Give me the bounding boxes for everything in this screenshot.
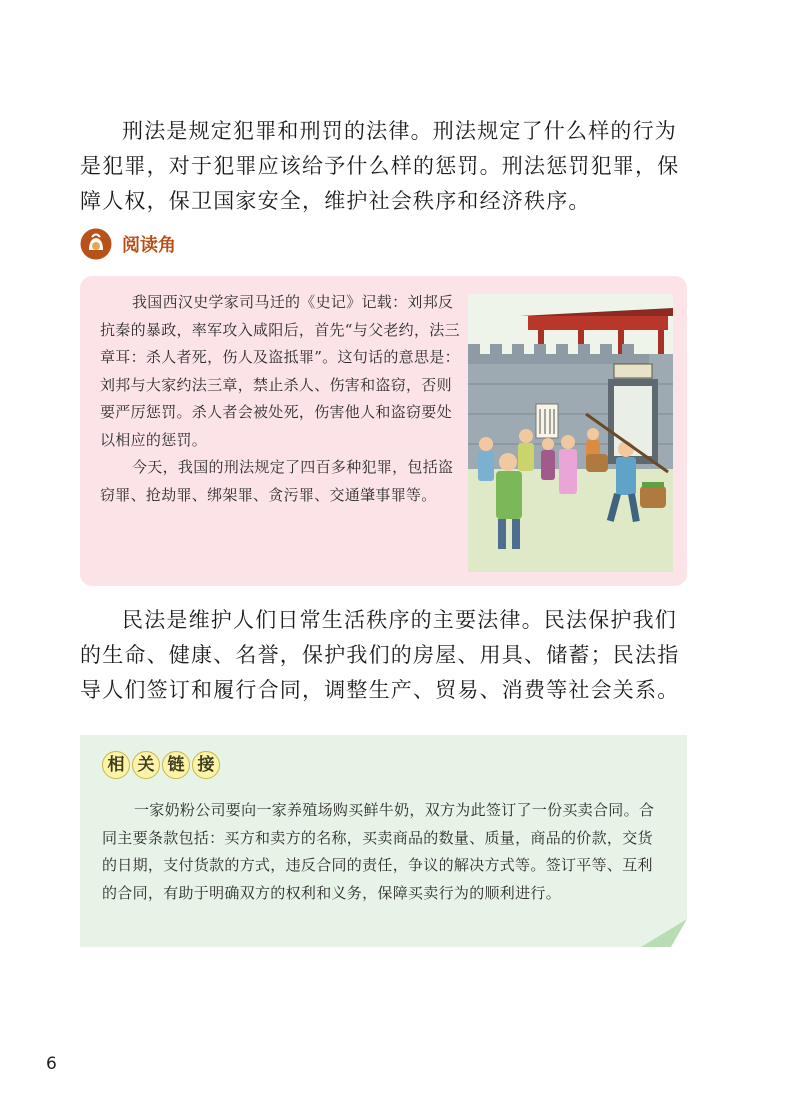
reading-corner-icon	[80, 228, 112, 260]
paragraph-civil-law-text: 民法是维护人们日常生活秩序的主要法律。民法保护我们的生命、健康、名誉，保护我们的房屋、用具、储蓄；民法指导人们签订和履行合同，调整生产、贸易、消费等社会关系。	[80, 608, 680, 702]
paragraph-criminal-law-text: 刑法是规定犯罪和刑罚的法律。刑法规定了什么样的行为是犯罪，对于犯罪应该给予什么样的惩罚。刑法惩罚犯罪，保障人权，保卫国家安全，维护社会秩序和经济秩序。	[80, 119, 680, 213]
related-link-text	[102, 797, 664, 907]
reading-paragraph	[100, 454, 462, 509]
reading-corner-box	[80, 276, 687, 586]
ancient-city-gate-illustration	[468, 294, 673, 572]
reading-paragraph-2: 今天，我国的刑法规定了四百多种犯罪，包括盗窃罪、抢劫罪、绑架罪、贪污罪、交通肇事罪等。	[100, 458, 454, 504]
page-fold-corner	[641, 919, 687, 947]
related-link-title-char: 链	[162, 751, 190, 779]
paragraph-criminal-law	[80, 114, 690, 219]
related-link-box	[80, 735, 687, 947]
related-link-title-char: 相	[102, 751, 130, 779]
reading-corner-text	[100, 289, 462, 509]
reading-paragraph-1: 我国西汉史学家司马迁的《史记》记载：刘邦反抗秦的暴政，率军攻入咸阳后，首先“与父老约，法三章耳：杀人者死，伤人及盗抵罪”。这句话的意思是：刘邦与大家约法三章，禁止杀人、伤害和盗窃，否则要严厉惩罚。杀人者会被处死，伤害他人和盗窃要处以相应的惩罚。	[100, 293, 460, 449]
related-link-title-char: 接	[192, 751, 220, 779]
related-link-title	[102, 751, 222, 783]
paragraph-civil-law	[80, 603, 690, 708]
related-link-paragraph: 一家奶粉公司要向一家养殖场购买鲜牛奶，双方为此签订了一份买卖合同。合同主要条款包括：买方和卖方的名称，买卖商品的数量、质量，商品的价款，交货的日期，支付货款的方式，违反合同的责任，争议的解决方式等。签订平等、互利的合同，有助于明确双方的权利和义务，保障买卖行为的顺利进行。	[102, 801, 655, 902]
page-number: 6	[46, 1054, 57, 1074]
reading-paragraph	[100, 289, 462, 454]
related-link-title-char: 关	[132, 751, 160, 779]
reading-corner-title: 阅读角	[122, 235, 176, 256]
